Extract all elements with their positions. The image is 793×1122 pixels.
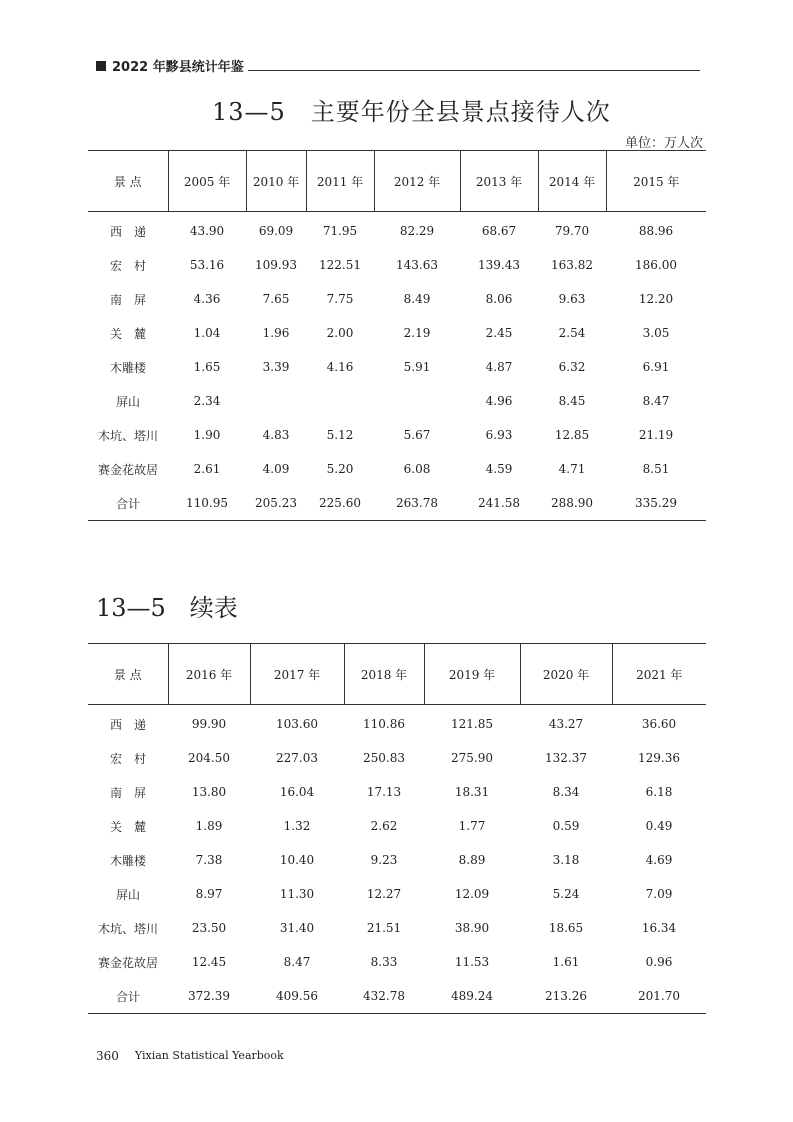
- table-cell: 8.45: [558, 394, 586, 408]
- table-2016-2021: [88, 643, 706, 1014]
- column-header-year: 2010 年: [246, 151, 306, 212]
- table-cell: 8.06: [485, 292, 513, 306]
- table-cell: 213.26: [520, 979, 612, 1014]
- table-cell: 31.40: [279, 921, 315, 935]
- row-label: 赛金花故居: [97, 955, 158, 970]
- table-cell: 409.56: [250, 979, 344, 1014]
- table-cell: 4.36: [193, 292, 221, 306]
- table-cell: 4.59: [485, 462, 513, 476]
- table-row: [88, 979, 706, 1014]
- row-label: 关 麓: [109, 326, 146, 341]
- table-cell: 121.85: [451, 717, 493, 731]
- column-header-year: 2013 年: [460, 151, 538, 212]
- table-cell: 71.95: [322, 224, 358, 238]
- table-row: [88, 945, 706, 979]
- table-row: [88, 384, 706, 418]
- page-number: 360: [96, 1049, 119, 1063]
- table-row: [88, 418, 706, 452]
- row-label: 关 麓: [109, 819, 146, 834]
- table-cell: 4.16: [326, 360, 354, 374]
- table-cell: 3.39: [262, 360, 290, 374]
- table-cell: 1.89: [195, 819, 223, 833]
- book-title: Yixian Statistical Yearbook: [134, 1049, 284, 1062]
- table-cell: 3.18: [552, 853, 580, 867]
- column-header-year: 2005 年: [168, 151, 246, 212]
- table-row: [88, 248, 706, 282]
- table-cell: 21.19: [638, 428, 674, 442]
- table-cell: 0.96: [645, 955, 673, 969]
- table-cell: 201.70: [612, 979, 706, 1014]
- table-cell: 16.04: [279, 785, 315, 799]
- table-row: [88, 316, 706, 350]
- table-cell: 2.45: [485, 326, 513, 340]
- table-cell: 5.24: [552, 887, 580, 901]
- column-header-year: 2018 年: [344, 644, 424, 705]
- row-label: 西 递: [109, 224, 146, 239]
- table-cell: 1.96: [262, 326, 290, 340]
- table-cell: 110.86: [363, 717, 405, 731]
- table-cell: 489.24: [424, 979, 520, 1014]
- table-cell: 2.61: [193, 462, 221, 476]
- table-cell: 17.13: [366, 785, 402, 799]
- table-cell: 5.20: [326, 462, 354, 476]
- row-label: 木雕楼: [109, 360, 146, 375]
- table-cell: 335.29: [606, 486, 706, 521]
- table-title: 13—5 主要年份全县景点接待人次: [212, 98, 611, 126]
- table-cell: 1.65: [193, 360, 221, 374]
- row-label: 木坑、塔川: [97, 921, 158, 936]
- table-cell: 1.61: [552, 955, 580, 969]
- table-cell: 4.83: [262, 428, 290, 442]
- table-cell: 0.59: [552, 819, 580, 833]
- row-label: 赛金花故居: [97, 462, 158, 477]
- table-cell: 227.03: [276, 751, 318, 765]
- table-cell: 43.90: [189, 224, 225, 238]
- table-cell: 5.91: [403, 360, 431, 374]
- table-cell: 4.71: [558, 462, 586, 476]
- table-cell: 9.23: [370, 853, 398, 867]
- table-cell: 88.96: [638, 224, 674, 238]
- table-cell: 225.60: [306, 486, 374, 521]
- table-cell: 275.90: [451, 751, 493, 765]
- table-cell: [306, 384, 374, 418]
- table-cell: 8.51: [642, 462, 670, 476]
- column-header-year: 2015 年: [606, 151, 706, 212]
- table-cell: 12.45: [191, 955, 227, 969]
- column-header-year: 2014 年: [538, 151, 606, 212]
- table-row: [88, 911, 706, 945]
- column-header-year: 2011 年: [306, 151, 374, 212]
- table-cell: 6.08: [403, 462, 431, 476]
- table-cell: 432.78: [344, 979, 424, 1014]
- table-cell: 250.83: [363, 751, 405, 765]
- column-header-attraction: 景 点: [88, 644, 168, 705]
- header-row: [88, 151, 706, 212]
- table-cell: 6.91: [642, 360, 670, 374]
- table-cell: 68.67: [481, 224, 517, 238]
- row-label: 南 屏: [109, 292, 146, 307]
- table-cell: 4.69: [645, 853, 673, 867]
- table-cell: 11.30: [279, 887, 315, 901]
- table-cell: 18.31: [454, 785, 490, 799]
- unit-label: 单位：万人次: [624, 136, 703, 151]
- table-row: [88, 775, 706, 809]
- table-cell: 10.40: [279, 853, 315, 867]
- table-cell: 4.96: [485, 394, 513, 408]
- table-cell: 23.50: [191, 921, 227, 935]
- column-header-year: 2016 年: [168, 644, 250, 705]
- table-row: [88, 486, 706, 521]
- table-cell: 4.09: [262, 462, 290, 476]
- table-cell: 9.63: [558, 292, 586, 306]
- table-row: [88, 843, 706, 877]
- table-cell: 3.05: [642, 326, 670, 340]
- table-cell: 21.51: [366, 921, 402, 935]
- table-cell: [246, 384, 306, 418]
- table-cell: 1.77: [458, 819, 486, 833]
- page-footer: [96, 1049, 284, 1063]
- table-cell: 7.38: [195, 853, 223, 867]
- row-label: 木坑、塔川: [97, 428, 158, 443]
- row-label: 西 递: [109, 717, 146, 732]
- table-cell: 372.39: [168, 979, 250, 1014]
- table-cell: 139.43: [478, 258, 520, 272]
- table-cell: 18.65: [548, 921, 584, 935]
- table-cell: 7.09: [645, 887, 673, 901]
- table-cell: 8.34: [552, 785, 580, 799]
- table-cell: 8.33: [370, 955, 398, 969]
- table-cell: 1.04: [193, 326, 221, 340]
- row-label: 合计: [88, 486, 168, 521]
- table-cell: 143.63: [396, 258, 438, 272]
- table-cell: 6.18: [645, 785, 673, 799]
- table-cell: 69.09: [258, 224, 294, 238]
- table-cell: 129.36: [638, 751, 680, 765]
- row-label: 宏 村: [109, 258, 146, 273]
- row-label: 木雕楼: [109, 853, 146, 868]
- table-cell: 110.95: [168, 486, 246, 521]
- table-cell: 204.50: [188, 751, 230, 765]
- table-cell: 4.87: [485, 360, 513, 374]
- row-label: 南 屏: [109, 785, 146, 800]
- table-row: [88, 705, 706, 742]
- table-cell: 1.90: [193, 428, 221, 442]
- row-label: 合计: [88, 979, 168, 1014]
- table-row: [88, 212, 706, 249]
- table-cell: 12.09: [454, 887, 490, 901]
- table-cell: 79.70: [554, 224, 590, 238]
- row-label: 宏 村: [109, 751, 146, 766]
- column-header-year: 2021 年: [612, 644, 706, 705]
- running-header-text: 2022 年黟县统计年鉴: [112, 60, 244, 75]
- table-row: [88, 877, 706, 911]
- table-cell: 53.16: [189, 258, 225, 272]
- table-cell: 2.62: [370, 819, 398, 833]
- table-cell: 8.47: [642, 394, 670, 408]
- table-cell: 205.23: [246, 486, 306, 521]
- table-row: [88, 741, 706, 775]
- table-cell: 5.12: [326, 428, 354, 442]
- table-row: [88, 282, 706, 316]
- row-label: 屏山: [115, 394, 140, 409]
- column-header-year: 2012 年: [374, 151, 460, 212]
- table-cell: 6.32: [558, 360, 586, 374]
- column-header-attraction: 景 点: [88, 151, 168, 212]
- table-row: [88, 452, 706, 486]
- header-rule: [248, 70, 700, 71]
- row-label: 屏山: [115, 887, 140, 902]
- table-cell: 12.20: [638, 292, 674, 306]
- table-cell: 186.00: [635, 258, 677, 272]
- table-cell: 5.67: [403, 428, 431, 442]
- table-cell: 16.34: [641, 921, 677, 935]
- table-cell: 2.54: [558, 326, 586, 340]
- table-cell: 8.47: [283, 955, 311, 969]
- table-cell: 163.82: [551, 258, 593, 272]
- column-header-year: 2017 年: [250, 644, 344, 705]
- table-row: [88, 809, 706, 843]
- table-cell: 122.51: [319, 258, 361, 272]
- table-cell: 43.27: [548, 717, 584, 731]
- table-cell: 8.49: [403, 292, 431, 306]
- column-header-year: 2020 年: [520, 644, 612, 705]
- table-cell: 82.29: [399, 224, 435, 238]
- table-cell: 109.93: [255, 258, 297, 272]
- table-2005-2015: [88, 150, 706, 521]
- table-cell: 11.53: [454, 955, 490, 969]
- continued-table-title: 13—5 续表: [96, 594, 238, 622]
- table-cell: 12.27: [366, 887, 402, 901]
- table-cell: 288.90: [538, 486, 606, 521]
- table-cell: 2.00: [326, 326, 354, 340]
- table-cell: 8.89: [458, 853, 486, 867]
- table-cell: [374, 384, 460, 418]
- table-cell: 8.97: [195, 887, 223, 901]
- table-cell: 38.90: [454, 921, 490, 935]
- table-cell: 13.80: [191, 785, 227, 799]
- square-bullet-icon: [96, 61, 106, 71]
- table-cell: 1.32: [283, 819, 311, 833]
- table-cell: 263.78: [374, 486, 460, 521]
- table-cell: 6.93: [485, 428, 513, 442]
- table-cell: 12.85: [554, 428, 590, 442]
- table-cell: 7.75: [326, 292, 354, 306]
- table-cell: 132.37: [545, 751, 587, 765]
- table-cell: 7.65: [262, 292, 290, 306]
- table-cell: 2.19: [403, 326, 431, 340]
- table-cell: 99.90: [191, 717, 227, 731]
- table-cell: 103.60: [276, 717, 318, 731]
- running-header: [96, 56, 244, 75]
- table-cell: 241.58: [460, 486, 538, 521]
- header-row: [88, 644, 706, 705]
- table-row: [88, 350, 706, 384]
- column-header-year: 2019 年: [424, 644, 520, 705]
- table-cell: 36.60: [641, 717, 677, 731]
- table-cell: 2.34: [193, 394, 221, 408]
- table-cell: 0.49: [645, 819, 673, 833]
